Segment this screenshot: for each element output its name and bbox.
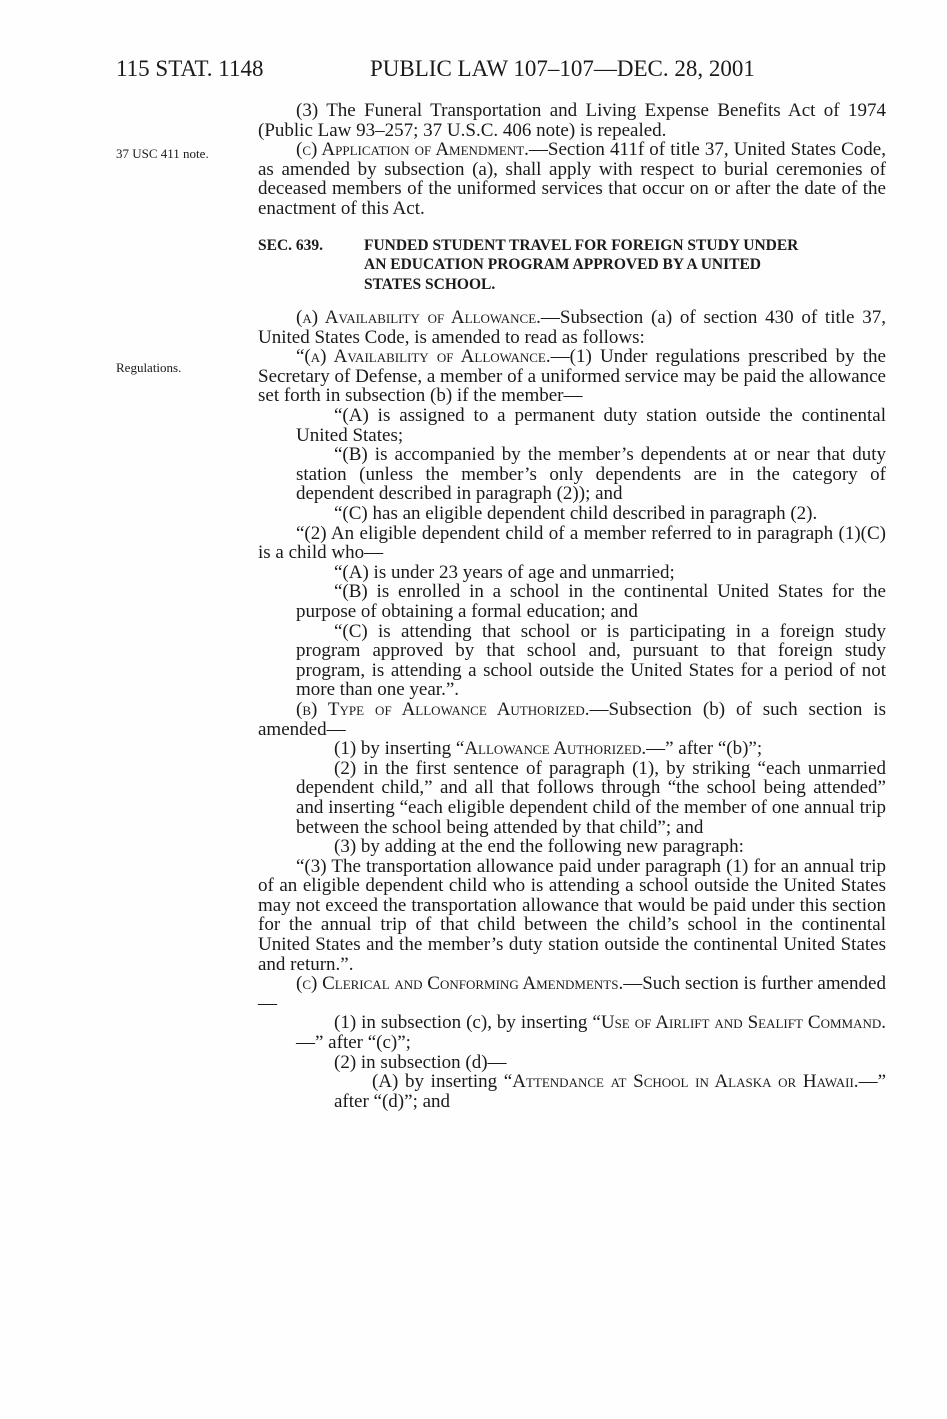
amendment-c1: (1) in subsection (c), by inserting “Use of Airlift and Sealift Command.—” after “(c)”; [296,1012,886,1054]
subsection-c-text: —Section 411f of title 37, United States Code, as amended by subsection (a), shall apply with respect to burial ceremonies of deceased members of the uniformed services that occur on or after the date of the enactment of this Act. [258,139,886,219]
clause-2A: “(A) is under 23 years of age and unmarried; [334,561,675,583]
amendment-b2: (2) in the first sentence of paragraph (1), by striking “each unmarried dependent child,” and all that follows through “the school being attended” and inserting “each eligible dependent child of the member of one annual trip between the school being attended by that child”; and [296,757,886,838]
margin-note-usc: 37 USC 411 note. [116,146,209,161]
paragraph-3-repeal: (3) The Funeral Transportation and Living Expense Benefits Act of 1974 (Public Law 93–257; 37 U.S.C. 406 note) is repealed. [258,100,886,141]
paragraph-2-eligible-child: “(2) An eligible dependent child of a member referred to in paragraph (1)(C) is a child who— [258,522,886,564]
section-heading [258,236,886,295]
subsection-a-text: —Subsection (a) of section 430 of title 37, United States Code, is amended to read as follows: [258,307,886,348]
quoted-subsection-a-label: “(a) Availability of Allowance. [296,346,551,368]
subsection-b-type [258,700,886,739]
subsection-c-application [258,140,886,218]
subsection-a-availability [258,308,886,347]
subsection-c-clerical [258,974,886,1013]
quoted-subsection-a [258,347,886,406]
subsection-a-label: (a) Availability of Allowance. [296,307,541,329]
quoted-subsection-a-text: —(1) Under regulations prescribed by the Secretary of Defense, a member of a uniformed service may be paid the allowance set forth in subsection (b) if the member— [258,346,886,407]
clause-1B: “(B) is accompanied by the member’s dependents at or near that duty station (unless the member’s only dependents are in the category of dependent described in paragraph (2)); and [296,444,886,505]
amendment-c2A: (A) by inserting “Attendance at School in Alaska or Hawaii.—” after “(d)”; and [334,1071,886,1112]
clause-1C: “(C) has an eligible dependent child described in paragraph (2). [334,503,818,524]
section-number: SEC. 639. [258,236,324,254]
margin-note-regulations: Regulations. [116,360,182,375]
amendment-b1: (1) by inserting “Allowance Authorized.—” after “(b)”; [334,738,763,760]
clause-2B: “(B) is enrolled in a school in the continental United States for the purpose of obtaining a formal education; and [296,581,886,622]
quoted-paragraph-3: “(3) The transportation allowance paid under paragraph (1) for an annual trip of an eligible dependent child who is attending a school outside the United States may not exceed the transportation allowance that would be paid under this section for the annual trip of that child between the child’s school in the continental United States and the member’s duty station outside the continental United States and return.”. [258,855,886,975]
subsection-c2-text: —Such section is further amended— [258,973,886,1014]
subsection-c-label: (c) Application of Amendment. [296,139,529,161]
body-text [258,101,886,1111]
section-title-line-3: STATES SCHOOL. [364,275,496,293]
amendment-c2: (2) in subsection (d)— [334,1051,507,1073]
page-header [116,56,876,86]
subsection-b-text: —Subsection (b) of such section is amended— [258,698,886,740]
stat-citation: 115 STAT. 1148 [116,56,264,81]
subsection-b-label: (b) Type of Allowance Authorized. [296,698,590,720]
subsection-c2-label: (c) Clerical and Conforming Amendments. [296,973,624,995]
clause-1A: “(A) is assigned to a permanent duty station outside the continental United States; [296,405,886,446]
section-title-line-2: AN EDUCATION PROGRAM APPROVED BY A UNITED [364,256,761,274]
public-law-title: PUBLIC LAW 107–107—DEC. 28, 2001 [370,56,755,81]
clause-2C: “(C) is attending that school or is participating in a foreign study program approved by that school and, pursuant to that foreign study program, is attending a school outside the United States for a period of not more than one year.”. [296,620,886,701]
section-title-line-1: FUNDED STUDENT TRAVEL FOR FOREIGN STUDY UNDER [364,236,799,254]
amendment-b3: (3) by adding at the end the following new paragraph: [334,836,744,858]
